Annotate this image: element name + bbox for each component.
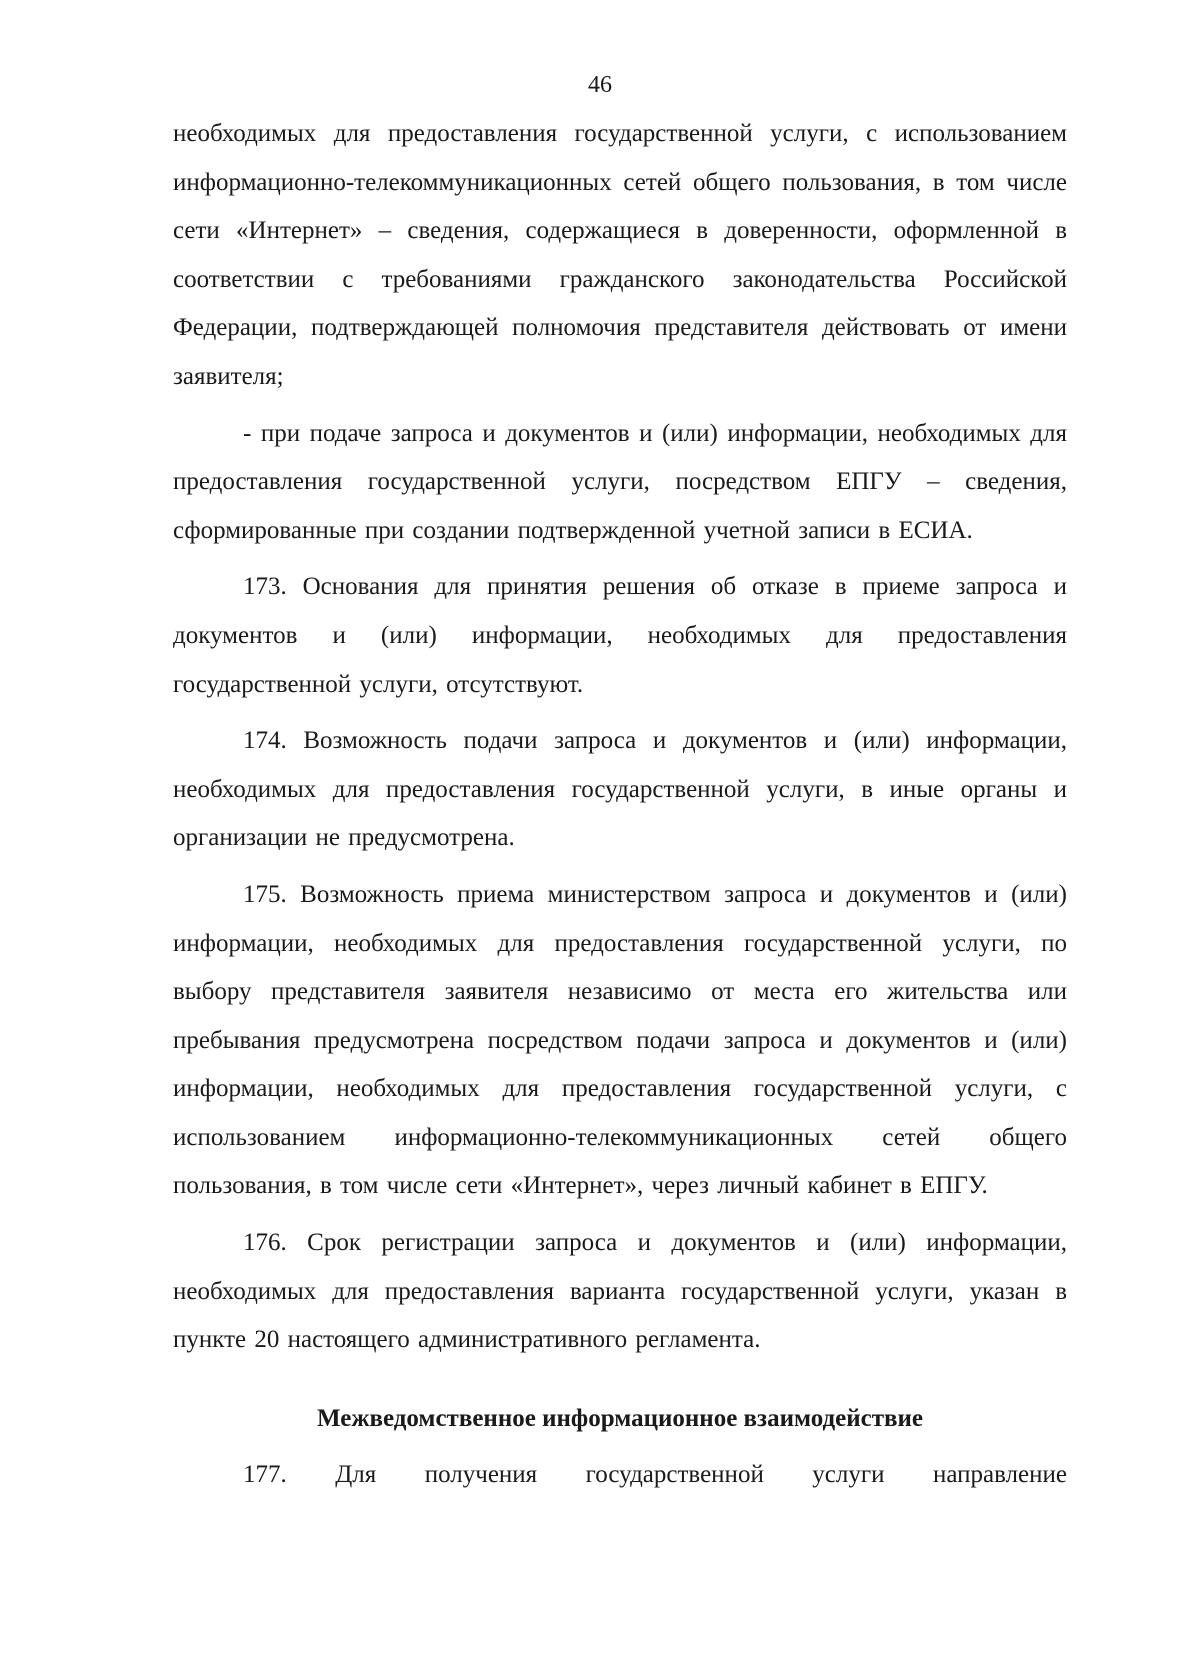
- paragraph-175: 175. Возможность приема министерством запроса и документов и (или) информации, необходимых для предоставления государственной услуги, по выбору представителя заявителя независимо от места его жительства или пребывания предусмотрена посредством подачи запроса и документов и (или) информации, необходимых для предоставления государственной услуги, с использованием информационно-телекоммуникационных сетей общего пользования, в том числе сети «Интернет», через личный кабинет в ЕПГУ.: [173, 880, 1067, 1200]
- paragraph-177: 177. Для получения государственной услуги направление: [243, 1460, 1067, 1488]
- section-heading: Межведомственное информационное взаимодействие: [317, 1404, 923, 1432]
- page-number: 46: [588, 72, 612, 98]
- paragraph-continuation: необходимых для предоставления государственной услуги, с использованием информационно-телекоммуникационных сетей общего пользования, в том числе сети «Интернет» – сведения, содержащиеся в доверенности, оформленной в соответствии с требованиями гражданского законодательства Российской Федерации, подтверждающей полномочия представителя действовать от имени заявителя;: [173, 120, 1067, 390]
- document-body: [173, 110, 1067, 1499]
- paragraph-174: 174. Возможность подачи запроса и документов и (или) информации, необходимых для предоставления государственной услуги, в иные органы и организации не предусмотрена.: [173, 727, 1067, 852]
- paragraph-173: 173. Основания для принятия решения об отказе в приеме запроса и документов и (или) информации, необходимых для предоставления государственной услуги, отсутствуют.: [173, 573, 1067, 698]
- paragraph-176: 176. Срок регистрации запроса и документов и (или) информации, необходимых для предоставления варианта государственной услуги, указан в пункте 20 настоящего административного регламента.: [173, 1229, 1067, 1354]
- paragraph-epgu: - при подаче запроса и документов и (или) информации, необходимых для предоставления государственной услуги, посредством ЕПГУ – сведения, сформированные при создании подтвержденной учетной записи в ЕСИА.: [173, 419, 1067, 544]
